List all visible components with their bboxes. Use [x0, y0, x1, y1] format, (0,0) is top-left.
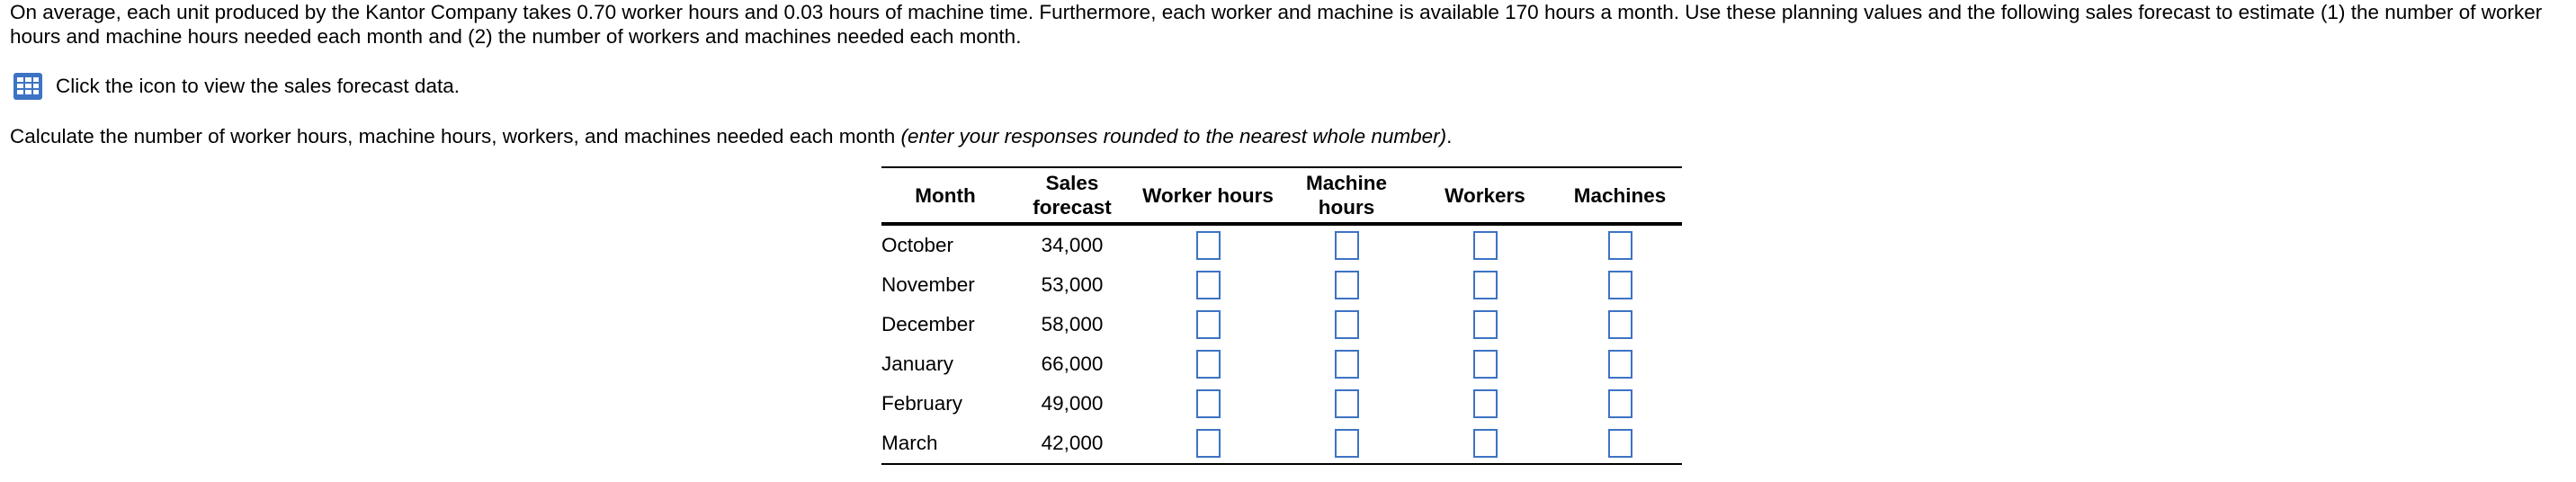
workers-input[interactable]	[1473, 389, 1498, 418]
month-cell: February	[881, 392, 963, 415]
month-cell: November	[881, 273, 975, 296]
month-cell: October	[881, 234, 954, 256]
machine-hours-input[interactable]	[1335, 350, 1359, 379]
month-cell: January	[881, 353, 954, 375]
machines-input[interactable]	[1608, 271, 1632, 299]
sales-forecast-cell: 49,000	[1041, 392, 1104, 415]
instruction-main: Calculate the number of worker hours, machine hours, workers, and machines needed each month	[10, 125, 901, 147]
machines-input[interactable]	[1608, 310, 1632, 339]
header-sales-forecast	[1009, 167, 1135, 224]
machines-input[interactable]	[1608, 429, 1632, 458]
table-row	[881, 424, 1682, 464]
forecast-answer-table	[881, 166, 1682, 465]
worker-hours-input[interactable]	[1196, 231, 1221, 260]
machine-hours-input[interactable]	[1335, 231, 1359, 260]
worker-hours-input[interactable]	[1196, 389, 1221, 418]
header-workers: Workers	[1445, 183, 1525, 207]
workers-input[interactable]	[1473, 271, 1498, 299]
table-row	[881, 384, 1682, 424]
machines-input[interactable]	[1608, 389, 1632, 418]
header-machine-line2: hours	[1318, 196, 1375, 219]
sales-forecast-cell: 42,000	[1041, 432, 1104, 454]
problem-statement: On average, each unit produced by the Kantor Company takes 0.70 worker hours and 0.03 hours of machine time. Furthermore, each worker and machine is available 170 hours a month. Use these planning values and the following sales forecast to estimate (1) the number of worker hours and machine hours needed each month and (2) the number of workers and machines needed each month.	[10, 1, 2543, 48]
table-grid-icon[interactable]	[13, 72, 43, 101]
table-row	[881, 265, 1682, 305]
machine-hours-input[interactable]	[1335, 429, 1359, 458]
sales-forecast-link-row	[13, 71, 460, 102]
table-row	[881, 344, 1682, 384]
worker-hours-input[interactable]	[1196, 310, 1221, 339]
month-cell: March	[881, 432, 938, 454]
header-machine-line1: Machine	[1305, 172, 1388, 194]
instruction-text	[10, 124, 1452, 149]
workers-input[interactable]	[1473, 310, 1498, 339]
header-machines: Machines	[1573, 183, 1667, 207]
table-row	[881, 305, 1682, 344]
sales-forecast-cell: 53,000	[1041, 273, 1104, 296]
table-header-row	[881, 167, 1682, 224]
month-cell: December	[881, 313, 975, 335]
workers-input[interactable]	[1473, 350, 1498, 379]
view-sales-forecast-text: Click the icon to view the sales forecast data.	[56, 75, 460, 97]
sales-forecast-cell: 66,000	[1041, 353, 1104, 375]
header-worker-hours: Worker hours	[1142, 183, 1274, 207]
sales-forecast-cell: 34,000	[1041, 234, 1104, 256]
machine-hours-input[interactable]	[1335, 271, 1359, 299]
machines-input[interactable]	[1608, 350, 1632, 379]
header-machine-hours	[1281, 167, 1412, 224]
sales-forecast-cell: 58,000	[1041, 313, 1104, 335]
table-row	[881, 224, 1682, 265]
header-month: Month	[915, 183, 976, 207]
machines-input[interactable]	[1608, 231, 1632, 260]
header-sales-line1: Sales	[1045, 172, 1099, 194]
workers-input[interactable]	[1473, 231, 1498, 260]
workers-input[interactable]	[1473, 429, 1498, 458]
worker-hours-input[interactable]	[1196, 271, 1221, 299]
machine-hours-input[interactable]	[1335, 389, 1359, 418]
header-sales-line2: forecast	[1033, 196, 1112, 219]
worker-hours-input[interactable]	[1196, 350, 1221, 379]
instruction-period: .	[1446, 125, 1453, 147]
worker-hours-input[interactable]	[1196, 429, 1221, 458]
instruction-rounding-note: (enter your responses rounded to the nearest whole number)	[900, 125, 1447, 147]
machine-hours-input[interactable]	[1335, 310, 1359, 339]
